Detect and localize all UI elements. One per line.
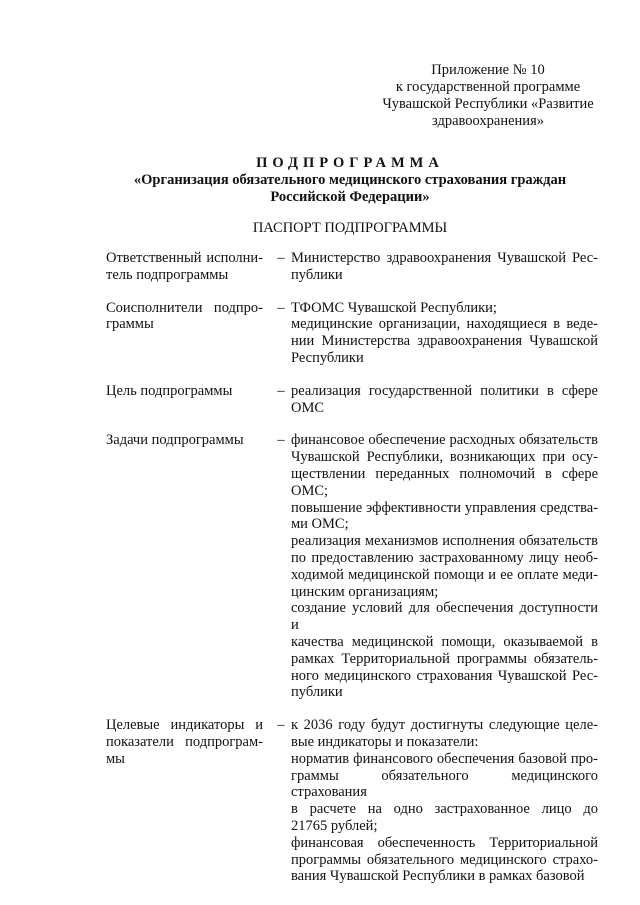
- passport-row-coexecutors: [106, 300, 598, 367]
- row-content: [291, 300, 598, 367]
- row-content-line: цинским организациям;: [291, 583, 439, 600]
- row-label-line: мы: [106, 750, 125, 767]
- row-content-line: по предоставлению застрахованному лицу необ-: [291, 549, 598, 566]
- row-content-line: повышение эффективности управления средства-: [291, 499, 598, 516]
- row-label: [106, 717, 263, 767]
- row-content-line: ТФОМС Чувашской Республики;: [291, 299, 497, 316]
- appendix-note: [370, 62, 606, 130]
- row-content-line: финансовая обеспеченность Территориальной: [291, 834, 598, 851]
- row-content-line: публики: [291, 266, 343, 283]
- row-content-line: ществлении переданных полномочий в сфере: [291, 465, 598, 482]
- row-dash: –: [277, 432, 285, 449]
- row-content-line: граммы обязательного медицинского страхования: [291, 767, 598, 801]
- row-label-line: Цель подпрограммы: [106, 382, 233, 399]
- passport-row-responsible: [106, 250, 598, 284]
- row-label-line: граммы: [106, 316, 154, 333]
- passport-row-indicators: [106, 717, 598, 885]
- row-content-line: рамках Территориальной программы обязатель-: [291, 650, 598, 667]
- row-dash: –: [277, 250, 285, 266]
- row-content-line: вые индикаторы и показатели:: [291, 733, 479, 750]
- row-label-line: Целевые индикаторы и: [106, 717, 263, 734]
- title-line: Российской Федерации»: [270, 189, 430, 205]
- passport-row-goal: [106, 383, 598, 417]
- row-content-line: вания Чувашской Республики в рамках базовой: [291, 868, 585, 885]
- row-dash: –: [277, 299, 285, 316]
- row-content-line: 21765 рублей;: [291, 817, 378, 834]
- row-content-line: ОМС;: [291, 482, 329, 499]
- row-content-line: качества медицинской помощи, оказываемой в: [291, 633, 598, 650]
- row-label-line: Ответственный исполни-: [106, 250, 263, 266]
- row-content: [291, 250, 598, 284]
- row-content-line: нии Министерства здравоохранения Чувашской: [291, 333, 598, 350]
- row-label: [106, 383, 263, 400]
- row-content-line: медицинские организации, находящиеся в веде-: [291, 316, 598, 333]
- row-content-line: ного медицинского страхования Чувашской Рес-: [291, 667, 598, 684]
- passport-row-tasks: [106, 432, 598, 701]
- row-content-line: финансовое обеспечение расходных обязательств: [291, 432, 598, 449]
- row-label: [106, 300, 263, 334]
- row-content-line: реализация государственной политики в сфере: [291, 382, 598, 399]
- row-content: [291, 717, 598, 885]
- row-content-line: Министерство здравоохранения Чувашской Рес-: [291, 250, 598, 266]
- row-content-line: ми ОМС;: [291, 516, 349, 533]
- row-content-line: публики: [291, 684, 343, 701]
- row-content-line: реализация механизмов исполнения обязательств: [291, 533, 598, 550]
- subprogram-title: [100, 155, 600, 206]
- title-line: «Организация обязательного медицинского страхования граждан: [133, 172, 567, 188]
- row-label-line: Соисполнители подпро-: [106, 299, 263, 316]
- row-content-line: к 2036 году будут достигнуты следующие целе-: [291, 717, 598, 734]
- row-content-line: ходимой медицинской помощи и ее оплате меди-: [291, 566, 598, 583]
- row-label: [106, 432, 263, 449]
- row-label-line: тель подпрограммы: [106, 266, 229, 283]
- row-content-line: норматив финансового обеспечения базовой про-: [291, 750, 598, 767]
- passport-table: [106, 250, 598, 885]
- row-dash: –: [277, 382, 285, 399]
- row-content: [291, 383, 598, 417]
- row-content-line: Республики: [291, 349, 364, 366]
- appendix-line: Приложение № 10: [431, 62, 545, 78]
- row-label: [106, 250, 263, 284]
- row-content-line: программы обязательного медицинского страхо-: [291, 851, 598, 868]
- appendix-line: Чувашской Республики «Развитие: [382, 96, 594, 112]
- row-label-line: показатели подпрограм-: [106, 733, 263, 750]
- title-heading: ПОДПРОГРАММА: [256, 155, 444, 171]
- row-content-line: в расчете на одно застрахованное лицо до: [291, 801, 598, 818]
- row-content: [291, 432, 598, 701]
- passport-title: ПАСПОРТ ПОДПРОГРАММЫ: [252, 220, 448, 236]
- appendix-line: здравоохранения»: [432, 113, 544, 129]
- row-content-line: создание условий для обеспечения доступности и: [291, 600, 598, 634]
- row-content-line: Чувашской Республики, возникающих при осу-: [291, 449, 598, 466]
- row-dash: –: [277, 717, 285, 734]
- appendix-line: к государственной программе: [395, 79, 581, 95]
- row-label-line: Задачи подпрограммы: [106, 432, 244, 449]
- row-content-line: ОМС: [291, 399, 325, 416]
